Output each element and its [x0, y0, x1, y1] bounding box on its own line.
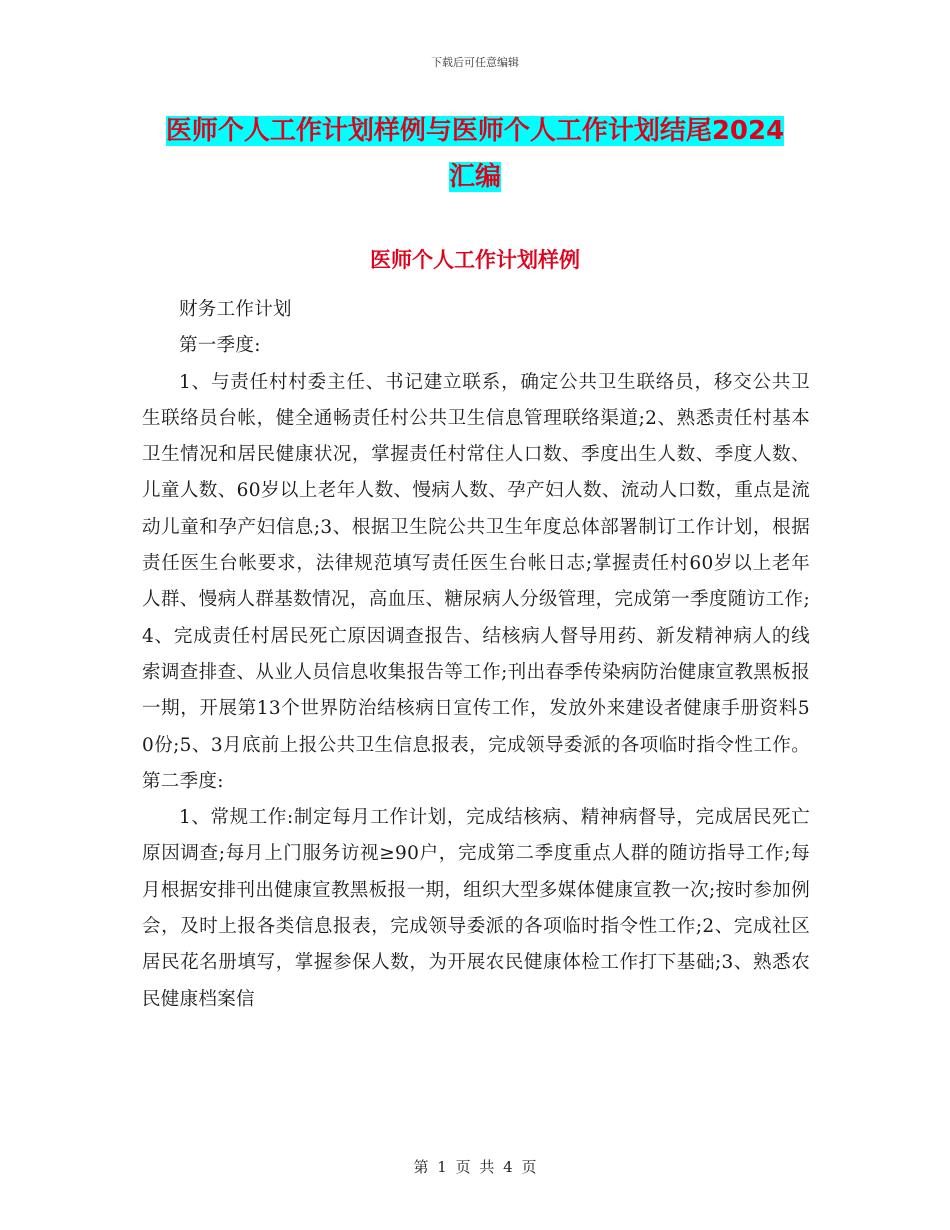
document-title	[140, 108, 810, 200]
document-title-line-1: 医师个人工作计划样例与医师个人工作计划结尾2024	[165, 116, 785, 146]
page-footer: 第 1 页 共 4 页	[413, 1158, 537, 1176]
paragraph-3: 1、与责任村村委主任、书记建立联系，确定公共卫生联络员，移交公共卫生联络员台帐，健全通畅责任村公共卫生信息管理联络渠道;2、熟悉责任村基本卫生情况和居民健康状况，掌握责任村常住人口数、季度出生人数、季度人数、儿童人数、60岁以上老年人数、慢病人数、孕产妇人数、流动人口数，重点是流动儿童和孕产妇信息;3、根据卫生院公共卫生年度总体部署制订工作计划，根据责任医生台帐要求，法律规范填写责任医生台帐日志;掌握责任村60岁以上老年人群、慢病人群基数情况，高血压、糖尿病人分级管理，完成第一季度随访工作;4、完成责任村居民死亡原因调查报告、结核病人督导用药、新发精神病人的线索调查排查、从业人员信息收集报告等工作;刊出春季传染病防治健康宣教黑板报一期，开展第13个世界防治结核病日宣传工作，发放外来建设者健康手册资料50份;5、3月底前上报公共卫生信息报表，完成领导委派的各项临时指令性工作。第二季度:	[142, 371, 810, 792]
paragraph-2: 第一季度:	[179, 335, 261, 357]
paragraph-1: 财务工作计划	[179, 299, 292, 320]
body-text	[142, 292, 810, 1018]
header-note: 下载后可任意编辑	[431, 56, 519, 69]
section-title: 医师个人工作计划样例	[370, 248, 580, 272]
paragraph-4: 1、常规工作:制定每月工作计划，完成结核病、精神病督导，完成居民死亡原因调查;每月上门服务访视≥90户，完成第二季度重点人群的随访指导工作;每月根据安排刊出健康宣教黑板报一期，组织大型多媒体健康宣教一次;按时参加例会，及时上报各类信息报表，完成领导委派的各项临时指令性工作;2、完成社区居民花名册填写，掌握参保人数，为开展农民健康体检工作打下基础;3、熟悉农民健康档案信	[142, 807, 810, 1010]
document-title-line-2: 汇编	[448, 162, 501, 192]
